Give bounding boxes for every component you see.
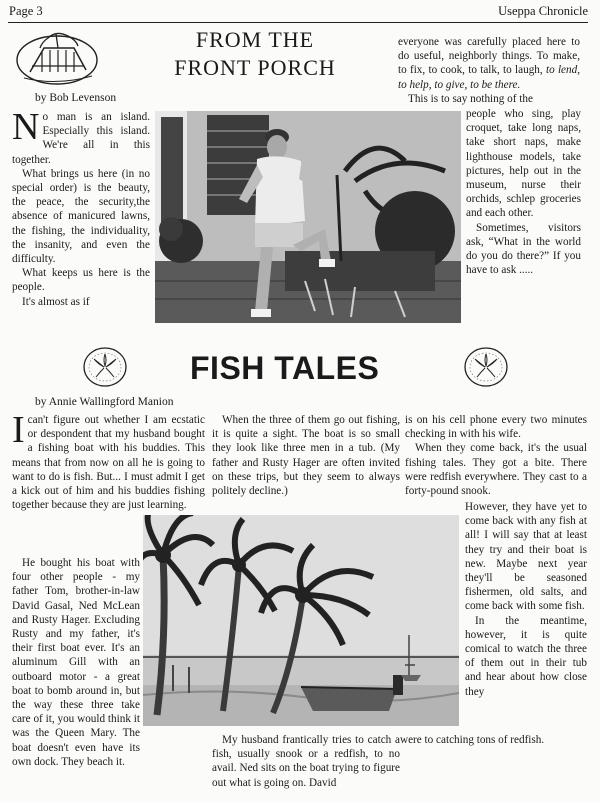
fish-paragraph-9: were to catching tons of redfish.: [400, 734, 545, 746]
publication-name: Useppa Chronicle: [498, 4, 588, 18]
header-rule: [8, 22, 588, 23]
fish-byline: by Annie Wallingford Manion: [35, 396, 174, 408]
porch-right-emphasis: to lend, to help, to give, to be there.: [398, 64, 580, 91]
fish-column-1-top: [12, 409, 205, 512]
fish-tales-title: FISH TALES: [190, 350, 380, 386]
fish-paragraph-2: He bought his boat with four other people - my father Tom, brother-in-law David Gasal, Ned McLean and Rusty Hager. Excluding Rusty and my father, it's their first boat ever. It's an aluminum Gill with an outboard motor - a great boat to bomb around in, but the way these three take care of it, you would think it was the Queen Mary. The boat doesn't even have its own dock. They beach it.: [12, 557, 140, 768]
porch-column-right-bottom: [466, 107, 581, 277]
page-number: Page 3: [9, 4, 43, 18]
beach-photo: [143, 515, 459, 726]
porch-title-line2: FRONT PORCH: [174, 55, 336, 80]
porch-paragraph-1: o man is an island. Especially this island. We're all in this together.: [12, 111, 150, 166]
fish-paragraph-3: When the three of them go out fishing, it is quite a sight. The boat is so small they look like three men in a tub. (My father and Rusty Hager are often invited on these trips, but they seem to always politely decline.): [212, 414, 400, 498]
porch-title: [145, 26, 365, 82]
fish-column-3-bottom: [400, 733, 587, 747]
porch-column-left: [12, 106, 150, 309]
porch-paragraph-2: What brings us here (in no special order) is the beauty, the peace, the security,the absence of manicured lawns, the fishing, the individuality, the insanity, and even the difficulty.: [12, 167, 150, 266]
fish-paragraph-4: My husband frantically tries to catch a fish, usually snook or a redfish, to no avail. Ned sits on the boat trying to figure out what is going on. David: [212, 734, 400, 789]
fish-column-1-mid: [12, 556, 140, 769]
fish-paragraph-6: When they come back, it's the usual fishing tales. They got a bite. There were redfish everywhere. They cast to a forty-pound snook.: [405, 442, 587, 498]
sand-dollar-icon: [463, 346, 509, 388]
porch-photo: [155, 111, 461, 323]
fish-paragraph-7: However, they have yet to come back with any fish at all! I will say that at least they try and their boat is new. Maybe next year they'll be seasoned fishermen, old salts, and come back with some fish.: [465, 501, 587, 613]
fish-column-2-bottom: [212, 733, 400, 790]
porch-photo-image: [155, 111, 461, 323]
porch-right-paragraph-4: Sometimes, visitors ask, “What in the world do you do there?” If you have to ask .....: [466, 221, 581, 277]
porch-right-paragraph-2: This is to say nothing of the: [408, 92, 533, 105]
fish-paragraph-8: In the meantime, however, it is quite comical to watch the three of them out in their tub and hear about how close they: [465, 614, 587, 698]
porch-byline: by Bob Levenson: [35, 92, 117, 104]
porch-right-paragraph-1: everyone was carefully placed here to do useful, neighborly things. To make, to fix, to cook, to talk, to laugh,: [398, 36, 580, 77]
porch-title-line1: FROM THE: [195, 27, 315, 52]
porch-right-paragraph-3: people who sing, play croquet, take long naps, take short naps, make lighthouse models, take pictures, help out in the museum, nurse their orchids, schlep groceries and each other.: [466, 108, 581, 220]
porch-paragraph-3: What keeps us here is the people.: [12, 267, 150, 294]
porch-dropcap: N: [12, 106, 40, 148]
porch-column-right-top: [398, 35, 580, 106]
fish-dropcap: I: [12, 409, 25, 451]
sand-dollar-icon: [82, 346, 128, 388]
fish-paragraph-5: is on his cell phone every two minutes checking in with his wife.: [405, 414, 587, 441]
fish-paragraph-1: can't figure out whether I am ecstatic or despondent that my husband bought a fishing boat with his buddies. This means that from now on all he is going to want to do is fish. But... I must admit I get a kick out of him and his buddies fishing together because they are just learning.: [12, 414, 205, 512]
fish-column-3-top: [405, 413, 587, 498]
beach-photo-image: [143, 515, 459, 726]
porch-paragraph-4: It's almost as if: [22, 295, 90, 308]
fish-column-3-mid: [465, 500, 587, 699]
fish-column-2-top: [212, 413, 400, 498]
front-porch-logo-icon: [12, 26, 102, 88]
